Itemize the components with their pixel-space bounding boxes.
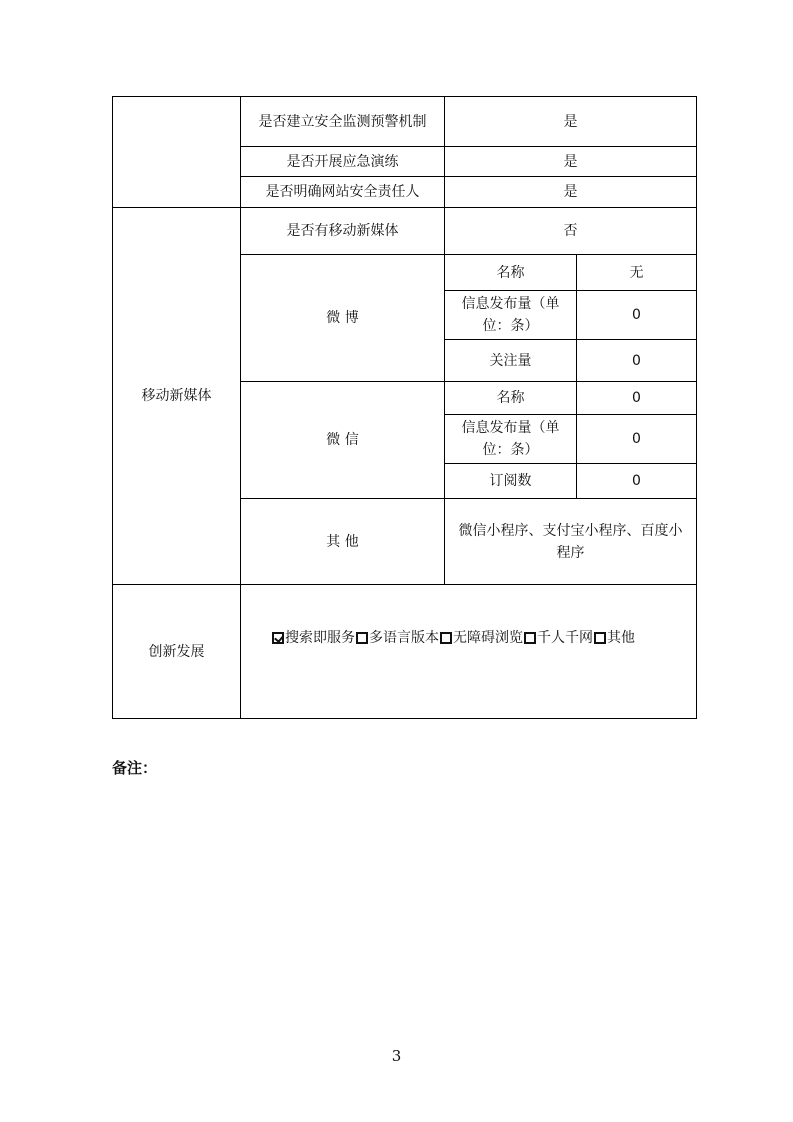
wechat-label-text: 微 信 — [326, 432, 359, 448]
wechat-subs-label: 订阅数 — [445, 464, 577, 499]
weibo-posts-value: 0 — [577, 291, 697, 340]
notes-label: 备注： — [112, 759, 158, 777]
innovation-options — [271, 627, 635, 649]
innovation-option-label: 搜索即服务 — [285, 630, 355, 646]
weibo-name-label: 名称 — [445, 255, 577, 291]
weibo-label — [241, 255, 445, 382]
innovation-option-label: 千人千网 — [537, 630, 593, 646]
checkbox-icon[interactable] — [356, 632, 368, 644]
innovation-options-cell — [241, 585, 697, 719]
innovation-option-label: 多语言版本 — [369, 630, 439, 646]
section-cell-blank — [113, 97, 241, 208]
has-new-media-label: 是否有移动新媒体 — [241, 208, 445, 255]
website-stats-table — [112, 96, 697, 719]
drill-value: 是 — [445, 147, 697, 177]
wechat-name-value: 0 — [577, 382, 697, 415]
table-row — [113, 208, 697, 255]
wechat-posts-label: 信息发布量（单位：条） — [445, 415, 577, 464]
table-row — [113, 97, 697, 147]
wechat-subs-value: 0 — [577, 464, 697, 499]
weibo-name-value: 无 — [577, 255, 697, 291]
wechat-label — [241, 382, 445, 499]
checkbox-icon[interactable] — [440, 632, 452, 644]
innovation-option-label: 无障碍浏览 — [453, 630, 523, 646]
wechat-posts-value: 0 — [577, 415, 697, 464]
has-new-media-value: 否 — [445, 208, 697, 255]
weibo-followers-label: 关注量 — [445, 340, 577, 382]
security-warning-label: 是否建立安全监测预警机制 — [241, 97, 445, 147]
checkbox-icon[interactable] — [524, 632, 536, 644]
other-label-text: 其 他 — [326, 533, 359, 550]
page-number: 3 — [391, 1047, 402, 1065]
checked-checkbox-icon[interactable] — [272, 632, 284, 644]
responsible-label: 是否明确网站安全责任人 — [241, 177, 445, 208]
table-row — [113, 585, 697, 719]
weibo-label-text: 微 博 — [326, 310, 359, 326]
drill-label: 是否开展应急演练 — [241, 147, 445, 177]
security-warning-value: 是 — [445, 97, 697, 147]
innovation-label: 创新发展 — [113, 585, 241, 719]
responsible-value: 是 — [445, 177, 697, 208]
other-label — [241, 499, 445, 585]
weibo-followers-value: 0 — [577, 340, 697, 382]
weibo-posts-label: 信息发布量（单位：条） — [445, 291, 577, 340]
innovation-option-label: 其他 — [607, 630, 635, 646]
other-value: 微信小程序、支付宝小程序、百度小程序 — [445, 499, 697, 585]
new-media-section-label: 移动新媒体 — [113, 208, 241, 585]
checkbox-icon[interactable] — [594, 632, 606, 644]
wechat-name-label: 名称 — [445, 382, 577, 415]
